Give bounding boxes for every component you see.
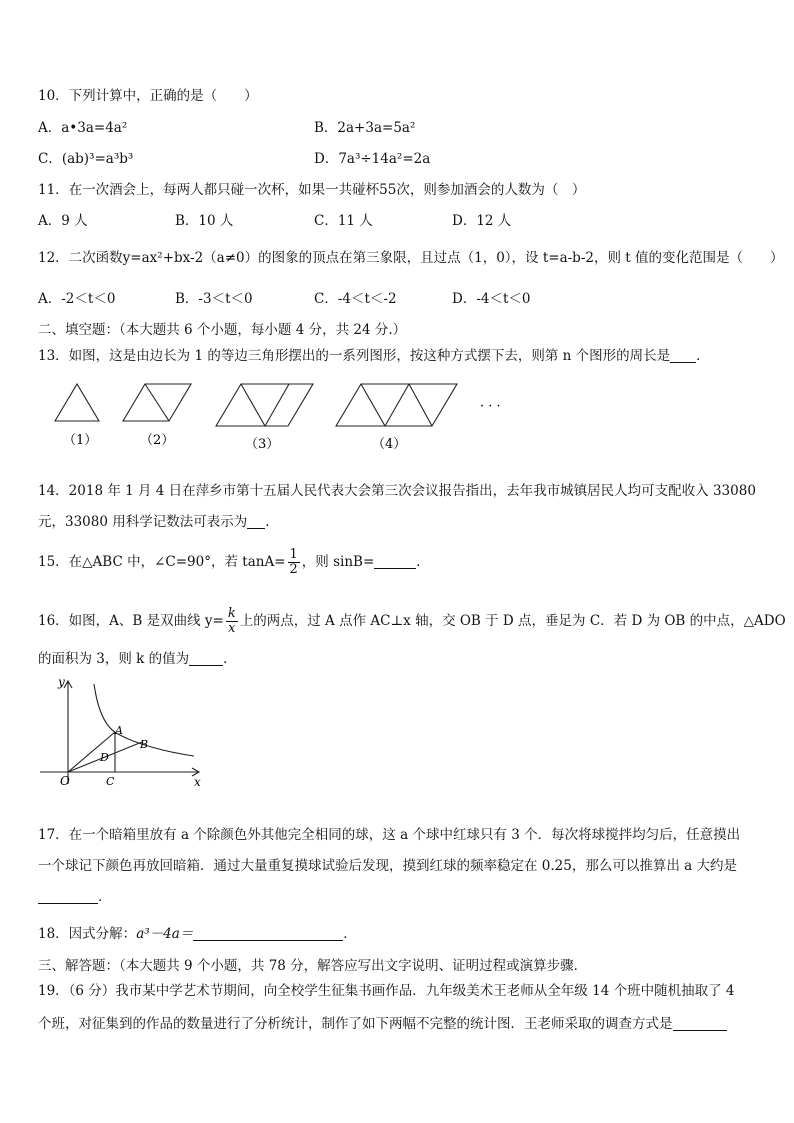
q19-line2: 个班，对征集到的作品的数量进行了分析统计，制作了如下两幅不完整的统计图．王老师采取的调查方式是 xyxy=(38,1012,727,1032)
q16-answer-blank[interactable] xyxy=(189,651,223,666)
q17-answer-blank[interactable] xyxy=(38,889,98,904)
q11-option-b: B．10 人 xyxy=(175,213,234,229)
q18-answer-blank[interactable] xyxy=(193,926,343,941)
q12-option-c: C．-4＜t＜-2 xyxy=(314,291,397,307)
graph-label-d: D xyxy=(100,751,109,764)
q16-line2: 的面积为 3，则 k 的值为 ． xyxy=(38,651,237,667)
q12-option-d: D．-4＜t＜0 xyxy=(452,291,531,307)
q17-line2: 一个球记下颜色再放回暗箱．通过大量重复摸球试验后发现，摸到红球的频率稳定在 0.25，那么可以推算出 a 大约是 xyxy=(38,858,737,874)
q11-option-a: A．9 人 xyxy=(38,213,88,229)
q12-option-b: B．-3＜t＜0 xyxy=(175,291,253,307)
q10-stem: 10．下列计算中，正确的是（ ） xyxy=(38,88,258,104)
q15-stem: 15．在△ABC 中，∠C=90°，若 tanA= $\frac{1}{2}$ ，则 sinB= ． xyxy=(38,547,430,577)
figure-label-3: （3） xyxy=(245,437,280,452)
q12-stem: 12．二次函数y=ax²+bx-2（a≠0）的图象的顶点在第三象限，且过点（1，0），设 t=a-b-2，则 t 值的变化范围是（ ） xyxy=(38,250,784,266)
section2-heading: 二、填空题：（本大题共 6 个小题，每小题 4 分，共 24 分.） xyxy=(38,322,407,338)
q16-stem: 16．如图，A、B 是双曲线 y= $\frac{k}{x}$ 上的两点，过 A 点作 AC⊥x 轴，交 OB 于 D 点，垂足为 C．若 D 为 OB 的中点，△ADO xyxy=(38,606,786,636)
q15-answer-blank[interactable] xyxy=(374,554,416,569)
figure-label-2: （2） xyxy=(140,433,175,448)
q11-option-c: C．11 人 xyxy=(314,213,373,229)
q13-answer-blank[interactable] xyxy=(670,348,696,363)
graph-label-b: B xyxy=(140,738,149,751)
q10-option-c: C．(ab)³=a³b³ xyxy=(38,151,134,167)
q11-option-d: D．12 人 xyxy=(452,213,512,229)
figure-label-1: （1） xyxy=(63,433,98,448)
q13-stem: 13．如图，这是由边长为 1 的等边三角形摆出的一系列图形，按这种方式摆下去，则第 n 个图形的周长是 ． xyxy=(38,348,710,364)
figure-ellipsis: · · · xyxy=(480,399,501,414)
q10-option-a: A．a•3a=4a² xyxy=(38,120,128,136)
section3-heading: 三、解答题：（本大题共 9 个小题，共 78 分，解答应写出文字说明、证明过程或演算步骤． xyxy=(38,958,588,974)
q18-stem: 18．因式分解：a³－4a＝ ． xyxy=(38,926,357,942)
q17-line1: 17．在一个暗箱里放有 a 个除颜色外其他完全相同的球，这 a 个球中红球只有 3 个．每次将球搅拌均匀后，任意摸出 xyxy=(38,827,741,843)
figure-3-shape xyxy=(216,384,313,426)
graph-label-y: y xyxy=(58,675,65,689)
q19-answer-blank[interactable] xyxy=(673,1016,727,1031)
q16-fraction: $\frac{k}{x}$ xyxy=(227,606,236,636)
q16-hyperbola-graph xyxy=(36,672,208,794)
q17-line3: ． xyxy=(38,885,112,905)
q14-answer-blank[interactable] xyxy=(247,514,265,529)
q13-triangle-figures xyxy=(40,376,520,454)
q11-stem: 11．在一次酒会上，每两人都只碰一次杯，如果一共碰杯55次，则参加酒会的人数为（ ） xyxy=(38,182,586,198)
q12-option-a: A．-2＜t＜0 xyxy=(38,291,116,307)
graph-label-c: C xyxy=(106,775,115,788)
q15-fraction: $\frac{1}{2}$ xyxy=(289,547,298,577)
graph-label-a: A xyxy=(115,724,123,737)
graph-label-o: O xyxy=(60,774,70,788)
figure-label-4: （4） xyxy=(372,437,407,452)
graph-label-x: x xyxy=(194,775,201,789)
q14-line2: 元，33080 用科学记数法可表示为 ． xyxy=(38,514,279,530)
q10-option-d: D．7a³÷14a²=2a xyxy=(314,151,431,167)
q14-line1: 14．2018 年 1 月 4 日在萍乡市第十五届人民代表大会第三次会议报告指出，去年我市城镇居民人均可支配收入 33080 xyxy=(38,483,756,499)
q10-option-b: B．2a+3a=5a² xyxy=(314,120,416,136)
q19-line1: 19．（6 分）我市某中学艺术节期间，向全校学生征集书画作品．九年级美术王老师从全年级 14 个班中随机抽取了 4 xyxy=(38,983,735,999)
figure-1-triangles xyxy=(55,384,99,421)
